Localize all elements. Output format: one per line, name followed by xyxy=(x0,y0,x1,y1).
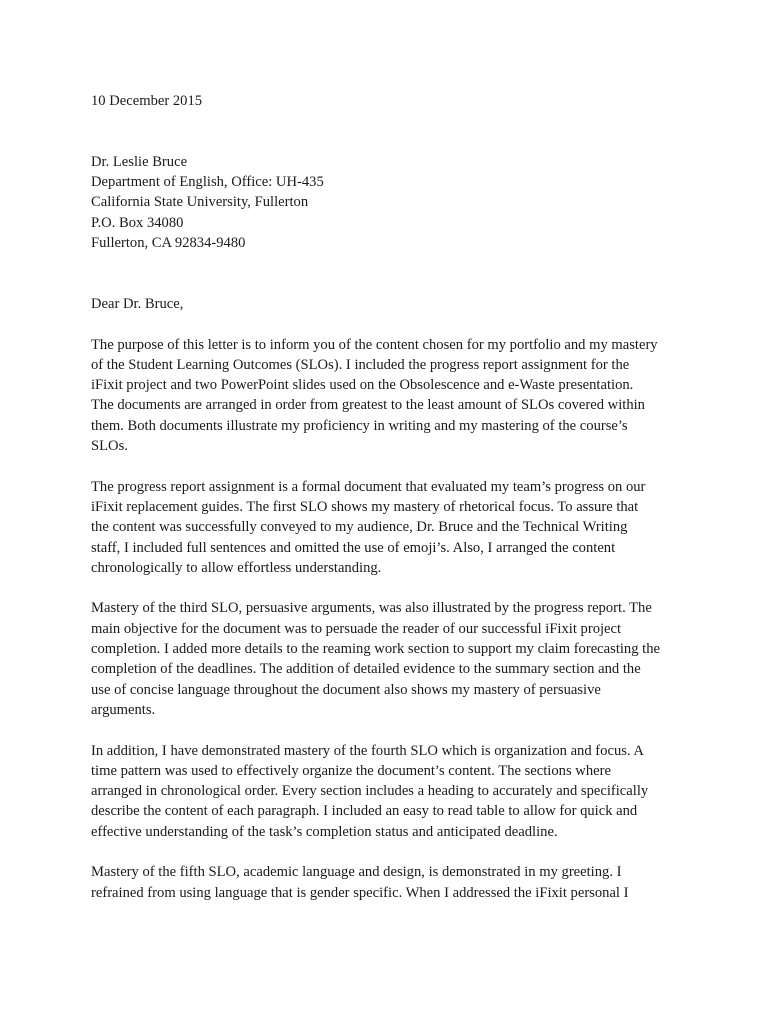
paragraph-line: Mastery of the third SLO, persuasive arguments, was also illustrated by the progress report. The xyxy=(91,600,652,617)
paragraph-fifth-slo xyxy=(91,862,691,903)
paragraph-line: effective understanding of the task’s completion status and anticipated deadline. xyxy=(91,823,558,840)
recipient-name: Dr. Leslie Bruce xyxy=(91,153,188,170)
paragraph-line: arguments. xyxy=(91,701,156,718)
letter-date: 10 December 2015 xyxy=(91,93,203,109)
spacer xyxy=(91,842,691,862)
paragraph-fourth-slo xyxy=(91,741,691,842)
paragraph-line: The purpose of this letter is to inform you of the content chosen for my portfolio and my mastery xyxy=(91,336,658,353)
paragraph-line: use of concise language throughout the document also shows my mastery of persuasive xyxy=(91,681,601,698)
paragraph-line: Mastery of the fifth SLO, academic language and design, is demonstrated in my greeting. I xyxy=(91,864,622,881)
paragraph-portfolio-purpose xyxy=(91,335,691,457)
paragraph-line: The progress report assignment is a formal document that evaluated my team’s progress on our xyxy=(91,478,646,495)
paragraph-line: iFixit replacement guides. The first SLO shows my mastery of rhetorical focus. To assure that xyxy=(91,498,639,515)
paragraph-line: arranged in chronological order. Every section includes a heading to accurately and specifically xyxy=(91,783,649,800)
paragraph-line: the content was successfully conveyed to my audience, Dr. Bruce and the Technical Writing xyxy=(91,519,628,536)
paragraph-line: The documents are arranged in order from greatest to the least amount of SLOs covered within xyxy=(91,397,645,414)
spacer xyxy=(91,253,691,294)
paragraph-line: main objective for the document was to persuade the reader of our successful iFixit project xyxy=(91,620,622,637)
spacer xyxy=(91,456,691,476)
recipient-university: California State University, Fullerton xyxy=(91,194,309,211)
paragraph-progress-report xyxy=(91,477,691,578)
paragraph-line: staff, I included full sentences and omitted the use of emoji’s. Also, I arranged the content xyxy=(91,539,616,556)
spacer xyxy=(91,111,691,152)
spacer xyxy=(91,720,691,740)
recipient-department: Department of English, Office: UH-435 xyxy=(91,174,324,191)
paragraph-line: In addition, I have demonstrated mastery of the fourth SLO which is organization and focus. A xyxy=(91,742,644,759)
spacer xyxy=(91,314,691,334)
recipient-po-box: P.O. Box 34080 xyxy=(91,214,184,231)
paragraph-line: refrained from using language that is gender specific. When I addressed the iFixit personal I xyxy=(91,884,629,901)
paragraph-third-slo xyxy=(91,598,691,720)
paragraph-line: completion of the deadlines. The addition of detailed evidence to the summary section and the xyxy=(91,661,641,678)
recipient-city: Fullerton, CA 92834-9480 xyxy=(91,235,246,252)
paragraph-line: SLOs. xyxy=(91,438,128,455)
paragraph-line: describe the content of each paragraph. I included an easy to read table to allow for quick and xyxy=(91,803,638,820)
letter-body xyxy=(91,91,691,903)
paragraph-line: them. Both documents illustrate my proficiency in writing and my mastering of the course’s xyxy=(91,417,628,434)
paragraph-line: of the Student Learning Outcomes (SLOs). I included the progress report assignment for the xyxy=(91,356,630,373)
paragraph-line: iFixit project and two PowerPoint slides used on the Obsolescence and e-Waste presentation. xyxy=(91,377,634,394)
recipient-address xyxy=(91,152,691,253)
paragraph-line: completion. I added more details to the reaming work section to support my claim forecasting the xyxy=(91,641,660,658)
spacer xyxy=(91,578,691,598)
salutation: Dear Dr. Bruce, xyxy=(91,295,184,312)
paragraph-line: time pattern was used to effectively organize the document’s content. The sections where xyxy=(91,762,611,779)
paragraph-line: chronologically to allow effortless understanding. xyxy=(91,559,382,576)
